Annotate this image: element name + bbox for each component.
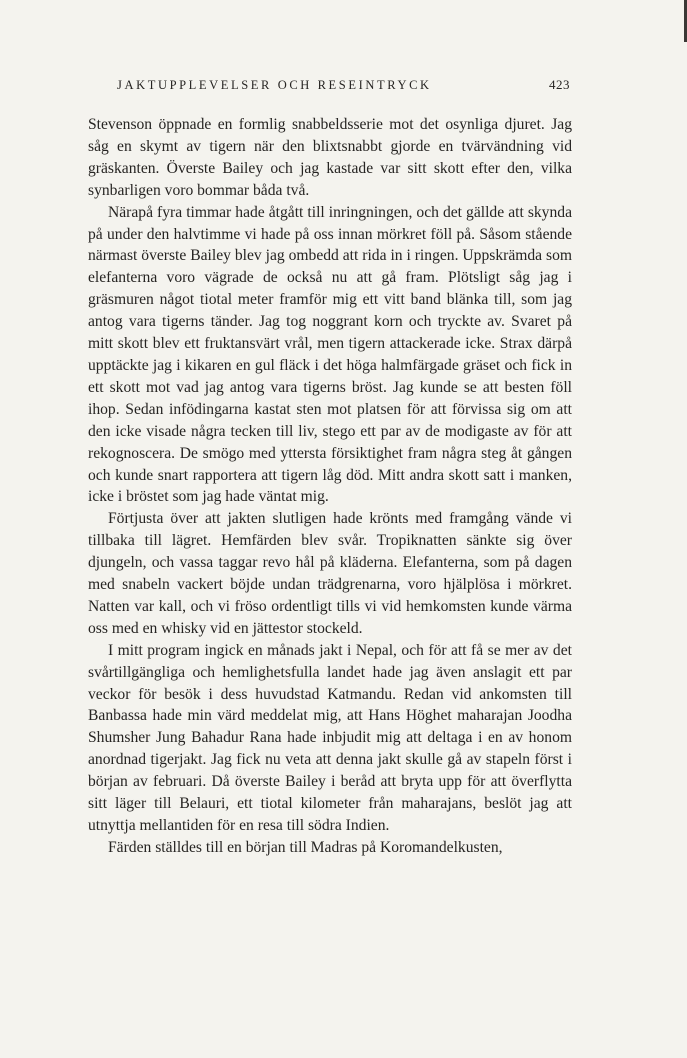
paragraph: I mitt program ingick en månads jakt i Nepal, och för att få se mer av det svårtillgängliga och hemlighetsfulla landet hade jag även anslagit ett par veckor för besök i dess huvudstad Katmandu. Redan vid ankomsten till Banbassa hade min värd meddelat mig, att Hans Höghet maharajan Joodha Shumsher Jung Bahadur Rana hade inbjudit mig att deltaga i en av honom anordnad tigerjakt. Jag fick nu veta att denna jakt skulle gå av stapeln först i början av februari. Då överste Bailey i beråd att bryta upp för att överflytta sitt läger till Belauri, ett tiotal kilometer från maharajans, beslöt jag att utnyttja mellantiden för en resa till södra Indien. xyxy=(88,641,572,834)
page-header xyxy=(117,76,570,94)
paragraph: Närapå fyra timmar hade åtgått till inringningen, och det gällde att skynda på under den halvtimme vi hade på oss innan mörkret föll på. Såsom stående närmast överste Bailey blev jag ombedd att rida in i ringen. Uppskrämda som elefanterna voro vägrade de också nu att gå fram. Plötsligt såg jag i gräsmuren något tiotal meter framför mig ett vitt band blänka till, som jag antog vara tigerns tänder. Jag tog noggrant korn och tryckte av. Svaret på mitt skott blev ett fruktansvärt vrål, men tigern attackerade icke. Strax därpå upptäckte jag i kikaren en gul fläck i det höga halmfärgade gräset och fick in ett skott mot vad jag antog vara tigerns bröst. Jag kunde se att besten föll ihop. Sedan infödingarna kastat sten mot platsen för att förvissa sig om att den icke visade några tecken till liv, stego ett par av de modigaste av för att rekognoscera. De smögo med yttersta försiktighet fram några steg åt gången och kunde snart rapportera att tigern låg död. Mitt andra skott satt i manken, icke i bröstet som jag hade väntat mig. xyxy=(88,203,572,506)
paragraph: Förtjusta över att jakten slutligen hade krönts med framgång vände vi tillbaka till lägret. Hemfärden blev svår. Tropiknatten sänkte sig över djungeln, och vassa taggar revo hål på kläderna. Elefanterna, som på dagen med snabeln vackert böjde undan trädgrenarna, voro hjälplösa i mörkret. Natten var kall, och vi fröso ordentligt tills vi vid hemkomsten kunde värma oss med en whisky vid en jättestor stockeld. xyxy=(88,510,572,637)
body-text xyxy=(88,114,572,859)
page-number: 423 xyxy=(549,77,570,92)
paragraph: Färden ställdes till en början till Madras på Koromandelkusten, xyxy=(108,838,503,856)
running-title: JAKTUPPLEVELSER OCH RESEINTRYCK xyxy=(117,78,432,92)
paragraph: Stevenson öppnade en formlig snabbeldsserie mot det osynliga djuret. Jag såg en skymt av tigern när den blixtsnabbt gjorde en tvärvändning vid gräskanten. Överste Bailey och jag kastade var sitt skott efter den, vilka synbarligen voro bommar båda två. xyxy=(88,116,572,199)
